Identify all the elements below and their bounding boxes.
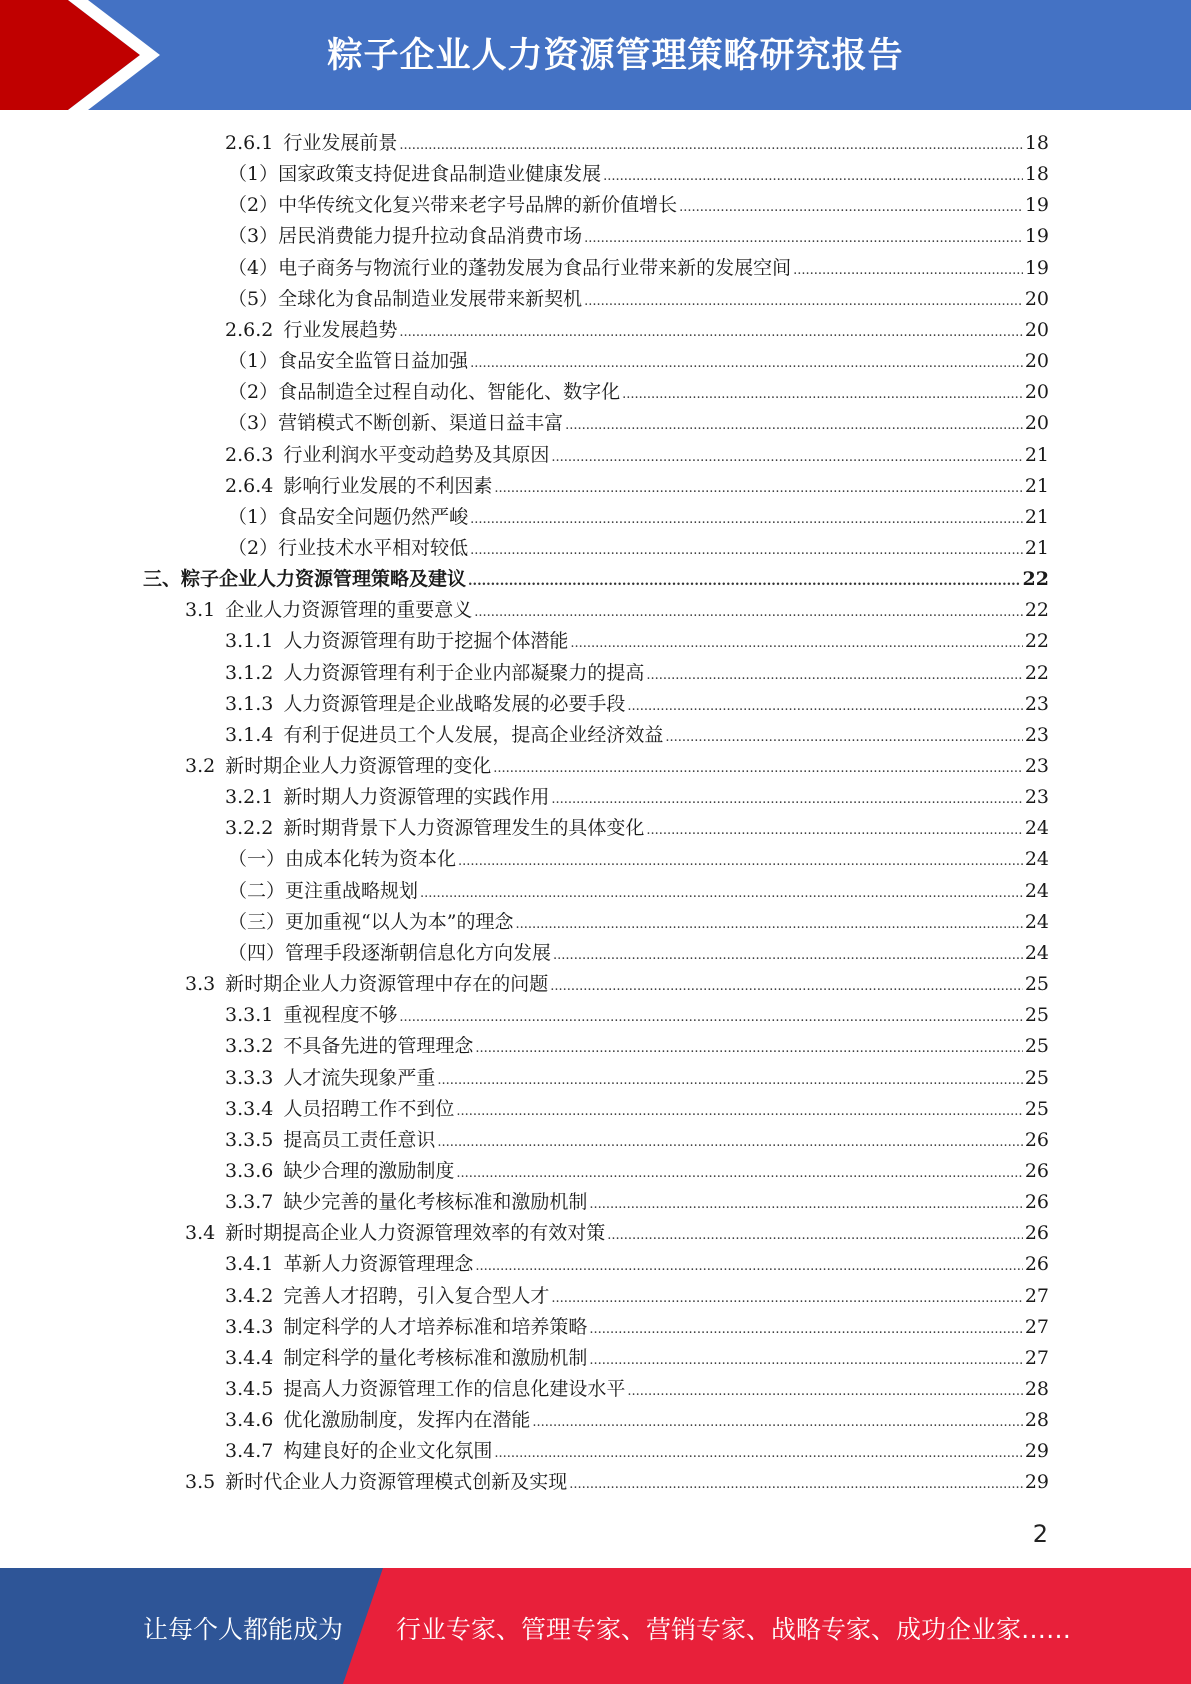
toc-dot-leader xyxy=(468,566,1021,597)
toc-entry-number: （3） xyxy=(228,412,279,435)
toc-dot-leader xyxy=(589,1345,1022,1376)
toc-entry-number: 3.2.2 xyxy=(225,817,274,840)
toc-entry-page: 24 xyxy=(1024,817,1049,840)
toc-entry[interactable] xyxy=(225,1187,1049,1218)
toc-entry-title: 新时期企业人力资源管理的变化 xyxy=(225,755,492,777)
toc-entry-number: 3.3.6 xyxy=(225,1159,274,1182)
page-header xyxy=(0,0,1191,110)
toc-dot-leader xyxy=(646,660,1022,691)
toc-entry-number: 3.3.5 xyxy=(225,1128,274,1151)
toc-entry[interactable] xyxy=(143,564,1049,595)
toc-entry-number: 3.3.2 xyxy=(225,1035,274,1058)
toc-entry[interactable] xyxy=(225,1156,1049,1187)
toc-dot-leader xyxy=(603,161,1023,192)
toc-entry[interactable] xyxy=(228,221,1049,252)
toc-dot-leader xyxy=(551,442,1022,473)
toc-entry-number: 3.1.1 xyxy=(225,630,274,653)
toc-entry-page: 26 xyxy=(1024,1222,1049,1245)
toc-entry-number: （2） xyxy=(228,536,279,559)
toc-entry[interactable] xyxy=(228,844,1049,875)
toc-entry[interactable] xyxy=(225,720,1049,751)
toc-dot-leader xyxy=(494,1438,1022,1469)
toc-dot-leader xyxy=(665,722,1022,753)
toc-entry-title: 提高员工责任意识 xyxy=(283,1128,436,1151)
toc-entry-number: （2） xyxy=(228,381,279,404)
toc-entry-page: 23 xyxy=(1024,723,1049,746)
toc-entry[interactable] xyxy=(225,1249,1049,1280)
toc-entry-number: （四） xyxy=(228,941,286,964)
toc-dot-leader xyxy=(584,286,1023,317)
toc-entry-page: 22 xyxy=(1024,630,1049,653)
toc-entry-number: 3.4.5 xyxy=(225,1378,274,1400)
toc-dot-leader xyxy=(399,317,1022,348)
toc-dot-leader xyxy=(475,1251,1022,1282)
toc-entry-page: 21 xyxy=(1024,505,1049,528)
toc-dot-leader xyxy=(474,597,1023,628)
toc-entry-page: 21 xyxy=(1024,474,1049,497)
toc-entry-page: 25 xyxy=(1024,973,1049,996)
toc-entry-page: 22 xyxy=(1022,568,1049,591)
toc-entry[interactable] xyxy=(225,658,1049,689)
toc-entry[interactable] xyxy=(225,440,1049,471)
toc-dot-leader xyxy=(627,691,1022,722)
toc-entry-number: 三、 xyxy=(143,568,182,591)
toc-dot-leader xyxy=(437,1127,1022,1158)
toc-dot-leader xyxy=(553,940,1023,971)
toc-entry-page: 21 xyxy=(1024,536,1049,559)
toc-entry-title: 行业技术水平相对较低 xyxy=(278,536,469,559)
toc-entry[interactable] xyxy=(228,190,1049,221)
toc-entry-page: 26 xyxy=(1024,1159,1049,1182)
toc-entry[interactable] xyxy=(225,1000,1049,1031)
toc-entry-page: 22 xyxy=(1024,661,1049,684)
toc-dot-leader xyxy=(470,348,1023,379)
toc-dot-leader xyxy=(420,878,1023,909)
toc-entry-page: 26 xyxy=(1024,1191,1049,1214)
toc-entry-number: （4） xyxy=(228,256,279,279)
toc-entry-number: 3.3.1 xyxy=(225,1004,274,1027)
page-footer xyxy=(0,1568,1191,1684)
toc-entry-title: 行业利润水平变动趋势及其原因 xyxy=(283,443,550,466)
toc-entry[interactable] xyxy=(225,626,1049,657)
toc-entry-number: （一） xyxy=(228,848,286,871)
toc-entry-page: 24 xyxy=(1024,941,1049,964)
toc-entry-page: 29 xyxy=(1024,1471,1049,1494)
toc-entry-title: 缺少合理的激励制度 xyxy=(283,1159,455,1182)
toc-dot-leader xyxy=(458,846,1023,877)
toc-entry-title: 管理手段逐渐朝信息化方向发展 xyxy=(285,941,552,964)
toc-dot-leader xyxy=(399,1002,1022,1033)
toc-entry-title: 企业人力资源管理的重要意义 xyxy=(225,599,473,622)
toc-entry[interactable] xyxy=(228,346,1049,377)
toc-entry-number: （1） xyxy=(228,505,279,528)
toc-entry-page: 21 xyxy=(1024,443,1049,466)
toc-entry-number: 3.3.3 xyxy=(225,1066,274,1089)
toc-entry-number: （5） xyxy=(228,287,279,310)
toc-dot-leader xyxy=(589,1314,1022,1345)
toc-entry-page: 23 xyxy=(1024,692,1049,715)
toc-entry-number: 3.1.2 xyxy=(225,661,274,684)
toc-dot-leader xyxy=(622,379,1023,410)
toc-entry[interactable] xyxy=(225,1125,1049,1156)
toc-entry-title: 人力资源管理有助于挖掘个体潜能 xyxy=(283,630,569,653)
toc-dot-leader xyxy=(493,753,1023,784)
toc-entry-number: 3.4.7 xyxy=(225,1440,274,1463)
toc-entry[interactable] xyxy=(225,1374,1049,1405)
toc-entry-number: 3.2 xyxy=(185,755,216,777)
page-number: 2 xyxy=(1032,1520,1048,1548)
toc-entry-number: （1） xyxy=(228,163,279,186)
footer-slogan-left: 让每个人都能成为 xyxy=(143,1615,344,1644)
toc-dot-leader xyxy=(399,130,1022,161)
toc-entry-title: 新时期人力资源管理的实践作用 xyxy=(283,786,550,809)
toc-entry-title: 不具备先进的管理理念 xyxy=(283,1035,474,1058)
toc-entry-title: 新时期提高企业人力资源管理效率的有效对策 xyxy=(225,1222,606,1245)
toc-entry-page: 27 xyxy=(1024,1284,1049,1307)
toc-entry-page: 25 xyxy=(1024,1035,1049,1058)
toc-entry[interactable] xyxy=(225,782,1049,813)
toc-entry-page: 26 xyxy=(1024,1128,1049,1151)
toc-entry-number: 2.6.1 xyxy=(225,132,274,154)
toc-entry[interactable] xyxy=(225,1312,1049,1343)
toc-entry-page: 25 xyxy=(1024,1097,1049,1120)
toc-entry-number: （3） xyxy=(228,225,279,248)
toc-entry-page: 20 xyxy=(1024,287,1049,310)
toc-entry[interactable] xyxy=(225,1063,1049,1094)
toc-entry-title: 粽子企业人力资源管理策略及建议 xyxy=(181,568,467,591)
header-arrow-decoration xyxy=(0,0,160,110)
toc-entry[interactable] xyxy=(228,408,1049,439)
toc-entry[interactable] xyxy=(185,751,1049,782)
toc-entry[interactable] xyxy=(228,907,1049,938)
toc-entry-title: 新时代企业人力资源管理模式创新及实现 xyxy=(225,1471,568,1494)
toc-entry-title: 更加重视“以人为本”的理念 xyxy=(285,910,514,933)
toc-entry-number: 3.4.6 xyxy=(225,1409,274,1432)
toc-entry-page: 19 xyxy=(1024,256,1049,279)
toc-entry[interactable] xyxy=(225,1405,1049,1436)
toc-entry-page: 28 xyxy=(1024,1409,1049,1432)
toc-entry[interactable] xyxy=(228,938,1049,969)
toc-entry-page: 24 xyxy=(1024,910,1049,933)
toc-entry-title: 新时期企业人力资源管理中存在的问题 xyxy=(225,973,549,996)
report-title: 粽子企业人力资源管理策略研究报告 xyxy=(327,36,904,76)
toc-entry-title: 食品安全问题仍然严峻 xyxy=(278,505,469,528)
toc-entry-page: 23 xyxy=(1024,755,1049,777)
toc-entry-number: 3.1 xyxy=(185,599,216,622)
footer-slogan-right: 行业专家、管理专家、营销专家、战略专家、成功企业家…… xyxy=(396,1615,1072,1644)
toc-entry[interactable] xyxy=(228,876,1049,907)
toc-entry[interactable] xyxy=(225,315,1049,346)
toc-entry-page: 24 xyxy=(1024,879,1049,902)
toc-entry-page: 27 xyxy=(1024,1346,1049,1369)
toc-dot-leader xyxy=(589,1189,1022,1220)
toc-entry-title: 行业发展前景 xyxy=(283,132,398,154)
toc-entry-page: 29 xyxy=(1024,1440,1049,1463)
toc-entry-title: 电子商务与物流行业的蓬勃发展为食品行业带来新的发展空间 xyxy=(278,256,792,279)
toc-entry-title: 食品安全监管日益加强 xyxy=(278,350,469,373)
toc-entry-page: 19 xyxy=(1024,225,1049,248)
toc-entry-page: 25 xyxy=(1024,1004,1049,1027)
toc-entry[interactable] xyxy=(225,1436,1049,1467)
toc-dot-leader xyxy=(679,192,1023,223)
toc-entry-number: 3.4.1 xyxy=(225,1253,274,1276)
toc-entry[interactable] xyxy=(228,284,1049,315)
toc-entry-number: 3.1.3 xyxy=(225,692,274,715)
toc-dot-leader xyxy=(456,1096,1022,1127)
toc-dot-leader xyxy=(551,784,1022,815)
toc-entry-page: 27 xyxy=(1024,1315,1049,1338)
toc-entry[interactable] xyxy=(225,1031,1049,1062)
toc-entry-title: 革新人力资源管理理念 xyxy=(283,1253,474,1276)
toc-entry-number: 3.3 xyxy=(185,973,216,996)
toc-entry[interactable] xyxy=(228,502,1049,533)
toc-entry-number: 2.6.4 xyxy=(225,474,274,497)
toc-entry[interactable] xyxy=(225,128,1049,159)
toc-dot-leader xyxy=(646,815,1022,846)
toc-entry[interactable] xyxy=(225,689,1049,720)
toc-entry[interactable] xyxy=(185,595,1049,626)
toc-entry-title: 营销模式不断创新、渠道日益丰富 xyxy=(278,412,564,435)
toc-dot-leader xyxy=(437,1065,1022,1096)
toc-entry-page: 18 xyxy=(1024,163,1049,186)
toc-dot-leader xyxy=(565,410,1023,441)
toc-entry-title: 影响行业发展的不利因素 xyxy=(283,474,493,497)
toc-entry-title: 人才流失现象严重 xyxy=(283,1066,436,1089)
toc-entry-page: 22 xyxy=(1024,599,1049,622)
toc-dot-leader xyxy=(793,255,1023,286)
toc-entry-title: 行业发展趋势 xyxy=(283,318,398,341)
toc-entry-title: 由成本化转为资本化 xyxy=(285,848,457,871)
toc-entry-title: 更注重战略规划 xyxy=(285,879,419,902)
toc-entry[interactable] xyxy=(225,1343,1049,1374)
toc-entry-title: 新时期背景下人力资源管理发生的具体变化 xyxy=(283,817,645,840)
toc-entry[interactable] xyxy=(185,969,1049,1000)
toc-entry[interactable] xyxy=(225,1281,1049,1312)
toc-entry[interactable] xyxy=(228,253,1049,284)
toc-entry-number: （1） xyxy=(228,350,279,373)
toc-entry-number: 2.6.2 xyxy=(225,318,274,341)
toc-entry-number: 3.5 xyxy=(185,1471,216,1494)
toc-entry[interactable] xyxy=(228,533,1049,564)
toc-entry-page: 26 xyxy=(1024,1253,1049,1276)
toc-entry-number: 3.2.1 xyxy=(225,786,274,809)
toc-entry-title: 人力资源管理是企业战略发展的必要手段 xyxy=(283,692,626,715)
toc-entry-number: 3.4 xyxy=(185,1222,216,1245)
toc-entry[interactable] xyxy=(228,377,1049,408)
toc-entry-title: 人员招聘工作不到位 xyxy=(283,1097,455,1120)
toc-dot-leader xyxy=(532,1407,1022,1438)
toc-entry-page: 20 xyxy=(1024,412,1049,435)
toc-entry-title: 制定科学的量化考核标准和激励机制 xyxy=(283,1346,588,1369)
toc-entry[interactable] xyxy=(225,1094,1049,1125)
toc-entry-page: 28 xyxy=(1024,1378,1049,1400)
toc-entry[interactable] xyxy=(185,1467,1049,1498)
toc-dot-leader xyxy=(551,1283,1022,1314)
toc-dot-leader xyxy=(470,535,1023,566)
toc-entry-title: 中华传统文化复兴带来老字号品牌的新价值增长 xyxy=(278,194,678,217)
toc-dot-leader xyxy=(470,504,1023,535)
toc-entry-title: 食品制造全过程自动化、智能化、数字化 xyxy=(278,381,621,404)
toc-entry[interactable] xyxy=(225,471,1049,502)
toc-entry-title: 全球化为食品制造业发展带来新契机 xyxy=(278,287,583,310)
toc-entry-number: （三） xyxy=(228,910,286,933)
toc-dot-leader xyxy=(627,1376,1022,1407)
toc-entry-page: 20 xyxy=(1024,318,1049,341)
toc-entry-page: 25 xyxy=(1024,1066,1049,1089)
toc-entry-title: 完善人才招聘，引入复合型人才 xyxy=(283,1284,550,1307)
toc-entry-page: 24 xyxy=(1024,848,1049,871)
toc-entry-number: 3.3.4 xyxy=(225,1097,274,1120)
toc-entry-title: 优化激励制度，发挥内在潜能 xyxy=(283,1409,531,1432)
toc-entry-title: 提高人力资源管理工作的信息化建设水平 xyxy=(283,1378,626,1400)
toc-dot-leader xyxy=(569,1469,1023,1500)
toc-dot-leader xyxy=(515,909,1022,940)
toc-entry[interactable] xyxy=(225,813,1049,844)
toc-entry[interactable] xyxy=(185,1218,1049,1249)
toc-entry-page: 19 xyxy=(1024,194,1049,217)
toc-entry[interactable] xyxy=(228,159,1049,190)
toc-entry-title: 制定科学的人才培养标准和培养策略 xyxy=(283,1315,588,1338)
toc-entry-number: （二） xyxy=(228,879,286,902)
toc-entry-title: 缺少完善的量化考核标准和激励机制 xyxy=(283,1191,588,1214)
toc-entry-page: 18 xyxy=(1024,132,1049,154)
toc-entry-title: 重视程度不够 xyxy=(283,1004,398,1027)
toc-dot-leader xyxy=(570,628,1022,659)
toc-entry-page: 20 xyxy=(1024,381,1049,404)
toc-entry-title: 构建良好的企业文化氛围 xyxy=(283,1440,493,1463)
toc-dot-leader xyxy=(550,971,1023,1002)
toc-entry-title: 居民消费能力提升拉动食品消费市场 xyxy=(278,225,583,248)
toc-entry-page: 20 xyxy=(1024,350,1049,373)
toc-entry-number: 3.1.4 xyxy=(225,723,274,746)
toc-entry-title: 人力资源管理有利于企业内部凝聚力的提高 xyxy=(283,661,645,684)
toc-entry-number: （2） xyxy=(228,194,279,217)
toc-dot-leader xyxy=(584,223,1023,254)
toc-entry-number: 2.6.3 xyxy=(225,443,274,466)
toc-dot-leader xyxy=(494,473,1022,504)
toc-entry-number: 3.3.7 xyxy=(225,1191,274,1214)
toc-entry-title: 有利于促进员工个人发展，提高企业经济效益 xyxy=(283,723,664,746)
toc-entry-title: 国家政策支持促进食品制造业健康发展 xyxy=(278,163,602,186)
toc-entry-number: 3.4.4 xyxy=(225,1346,274,1369)
toc-entry-number: 3.4.3 xyxy=(225,1315,274,1338)
toc-dot-leader xyxy=(475,1033,1022,1064)
toc-entry-page: 23 xyxy=(1024,786,1049,809)
toc-entry-number: 3.4.2 xyxy=(225,1284,274,1307)
toc-dot-leader xyxy=(607,1220,1023,1251)
toc-dot-leader xyxy=(456,1158,1022,1189)
